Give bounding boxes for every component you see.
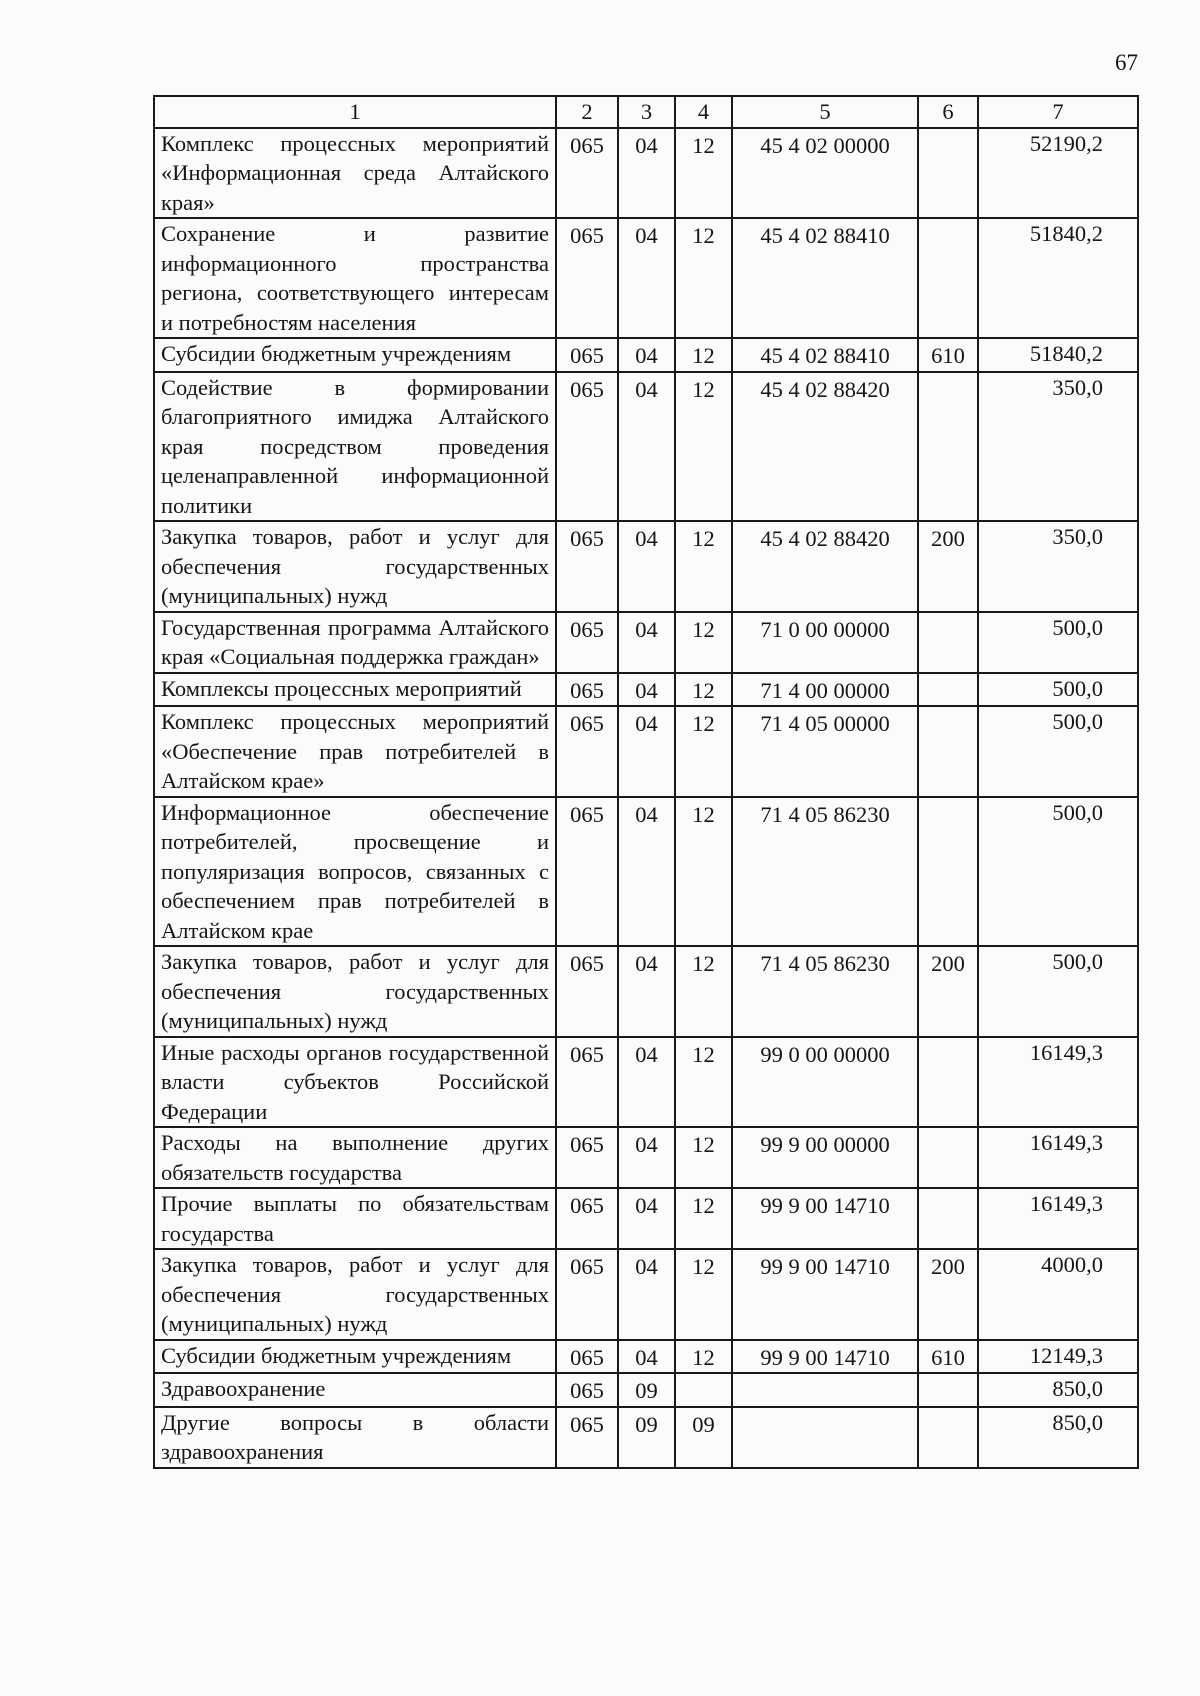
row-col-5: 99 9 00 14710 [732,1340,918,1374]
row-col-3: 04 [618,1188,675,1249]
row-col-3: 04 [618,521,675,612]
table-row [154,797,1138,947]
row-col-3: 04 [618,218,675,338]
row-name: Другие вопросы в области здравоохранения [154,1407,556,1468]
table-row [154,706,1138,797]
row-col-7: 850,0 [978,1407,1138,1468]
row-name: Субсидии бюджетным учреждениям [154,338,556,372]
row-col-4: 12 [675,338,732,372]
row-col-5: 45 4 02 88420 [732,372,918,522]
table-row [154,1037,1138,1128]
row-col-3: 04 [618,1340,675,1374]
row-col-2: 065 [556,1407,618,1468]
row-col-4: 09 [675,1407,732,1468]
row-name: Информационное обеспечение потребителей, просвещение и популяризация вопросов, связанных с обеспечением прав потребителей в Алтайском крае [154,797,556,947]
row-name: Прочие выплаты по обязательствам государства [154,1188,556,1249]
row-col-5 [732,1407,918,1468]
header-row [154,96,1138,128]
row-name: Комплекс процессных мероприятий «Информационная среда Алтайского края» [154,128,556,219]
row-col-6 [918,706,978,797]
row-col-2: 065 [556,946,618,1037]
row-col-4: 12 [675,128,732,219]
header-cell-1: 1 [154,96,556,128]
header-cell-6: 6 [918,96,978,128]
row-col-7: 500,0 [978,946,1138,1037]
row-name: Закупка товаров, работ и услуг для обеспечения государственных (муниципальных) нужд [154,946,556,1037]
row-col-2: 065 [556,1188,618,1249]
row-col-4: 12 [675,218,732,338]
header-cell-2: 2 [556,96,618,128]
row-name: Государственная программа Алтайского края «Социальная поддержка граждан» [154,612,556,673]
row-name: Иные расходы органов государственной власти субъектов Российской Федерации [154,1037,556,1128]
row-col-3: 09 [618,1407,675,1468]
table-row [154,946,1138,1037]
row-col-7: 500,0 [978,673,1138,707]
row-col-7: 52190,2 [978,128,1138,219]
row-col-6 [918,372,978,522]
row-col-4: 12 [675,612,732,673]
table-row [154,1249,1138,1340]
row-col-6: 610 [918,338,978,372]
row-col-4: 12 [675,1188,732,1249]
row-col-6 [918,1127,978,1188]
row-col-2: 065 [556,218,618,338]
row-col-5: 71 4 00 00000 [732,673,918,707]
row-col-7: 350,0 [978,372,1138,522]
row-col-3: 04 [618,673,675,707]
row-col-6: 200 [918,946,978,1037]
row-col-6 [918,1373,978,1407]
row-col-5: 45 4 02 88410 [732,338,918,372]
row-col-6 [918,128,978,219]
row-col-4: 12 [675,1037,732,1128]
row-col-5 [732,1373,918,1407]
row-col-6: 200 [918,1249,978,1340]
row-col-2: 065 [556,1127,618,1188]
table-row [154,673,1138,707]
row-col-4: 12 [675,673,732,707]
row-col-2: 065 [556,372,618,522]
row-name: Сохранение и развитие информационного пространства региона, соответствующего интересам и потребностям населения [154,218,556,338]
row-col-5: 71 0 00 00000 [732,612,918,673]
row-name: Закупка товаров, работ и услуг для обеспечения государственных (муниципальных) нужд [154,1249,556,1340]
header-cell-4: 4 [675,96,732,128]
row-col-2: 065 [556,1249,618,1340]
row-col-5: 71 4 05 86230 [732,946,918,1037]
row-name: Здравоохранение [154,1373,556,1407]
row-col-5: 99 9 00 00000 [732,1127,918,1188]
row-col-3: 04 [618,1249,675,1340]
table-row [154,1373,1138,1407]
row-col-5: 71 4 05 86230 [732,797,918,947]
header-cell-7: 7 [978,96,1138,128]
row-col-3: 04 [618,706,675,797]
row-col-6 [918,797,978,947]
table-row [154,218,1138,338]
row-col-2: 065 [556,1373,618,1407]
row-col-3: 04 [618,612,675,673]
row-col-7: 51840,2 [978,218,1138,338]
row-col-7: 500,0 [978,797,1138,947]
row-col-3: 04 [618,946,675,1037]
table-row [154,128,1138,219]
table-row [154,372,1138,522]
row-col-6 [918,1407,978,1468]
row-col-5: 99 9 00 14710 [732,1188,918,1249]
row-col-6 [918,673,978,707]
row-col-7: 350,0 [978,521,1138,612]
row-col-6 [918,1188,978,1249]
row-col-5: 45 4 02 88410 [732,218,918,338]
row-col-2: 065 [556,706,618,797]
row-col-7: 51840,2 [978,338,1138,372]
row-name: Расходы на выполнение других обязательств государства [154,1127,556,1188]
row-col-6 [918,1037,978,1128]
table-row [154,338,1138,372]
table-row [154,1407,1138,1468]
row-col-3: 04 [618,797,675,947]
header-cell-3: 3 [618,96,675,128]
row-col-4: 12 [675,1127,732,1188]
row-col-5: 99 9 00 14710 [732,1249,918,1340]
row-col-4: 12 [675,946,732,1037]
row-col-4: 12 [675,521,732,612]
row-col-4 [675,1373,732,1407]
row-col-4: 12 [675,797,732,947]
row-col-2: 065 [556,612,618,673]
row-col-2: 065 [556,673,618,707]
row-name: Содействие в формировании благоприятного имиджа Алтайского края посредством проведения целенаправленной информационной политики [154,372,556,522]
table-row [154,1127,1138,1188]
row-col-7: 500,0 [978,612,1138,673]
row-col-6 [918,218,978,338]
row-col-2: 065 [556,338,618,372]
row-col-5: 71 4 05 00000 [732,706,918,797]
row-col-7: 12149,3 [978,1340,1138,1374]
row-col-2: 065 [556,128,618,219]
row-col-3: 04 [618,372,675,522]
row-name: Комплекс процессных мероприятий «Обеспечение прав потребителей в Алтайском крае» [154,706,556,797]
row-col-7: 16149,3 [978,1127,1138,1188]
row-col-6: 200 [918,521,978,612]
row-col-3: 04 [618,128,675,219]
row-name: Комплексы процессных мероприятий [154,673,556,707]
row-col-7: 16149,3 [978,1037,1138,1128]
row-col-5: 99 0 00 00000 [732,1037,918,1128]
row-col-7: 16149,3 [978,1188,1138,1249]
row-col-4: 12 [675,706,732,797]
table-row [154,1188,1138,1249]
table-row [154,612,1138,673]
row-col-2: 065 [556,521,618,612]
row-col-3: 09 [618,1373,675,1407]
row-col-7: 850,0 [978,1373,1138,1407]
row-col-3: 04 [618,1037,675,1128]
row-col-4: 12 [675,372,732,522]
page-number: 67 [1115,50,1138,75]
row-col-2: 065 [556,1340,618,1374]
header-cell-5: 5 [732,96,918,128]
row-col-3: 04 [618,1127,675,1188]
row-col-2: 065 [556,797,618,947]
row-col-4: 12 [675,1340,732,1374]
row-col-6: 610 [918,1340,978,1374]
row-col-7: 500,0 [978,706,1138,797]
row-col-6 [918,612,978,673]
row-col-2: 065 [556,1037,618,1128]
row-name: Субсидии бюджетным учреждениям [154,1340,556,1374]
budget-table [153,95,1139,1469]
row-col-7: 4000,0 [978,1249,1138,1340]
row-name: Закупка товаров, работ и услуг для обеспечения государственных (муниципальных) нужд [154,521,556,612]
row-col-5: 45 4 02 00000 [732,128,918,219]
table-row [154,1340,1138,1374]
row-col-4: 12 [675,1249,732,1340]
table-row [154,521,1138,612]
row-col-3: 04 [618,338,675,372]
row-col-5: 45 4 02 88420 [732,521,918,612]
